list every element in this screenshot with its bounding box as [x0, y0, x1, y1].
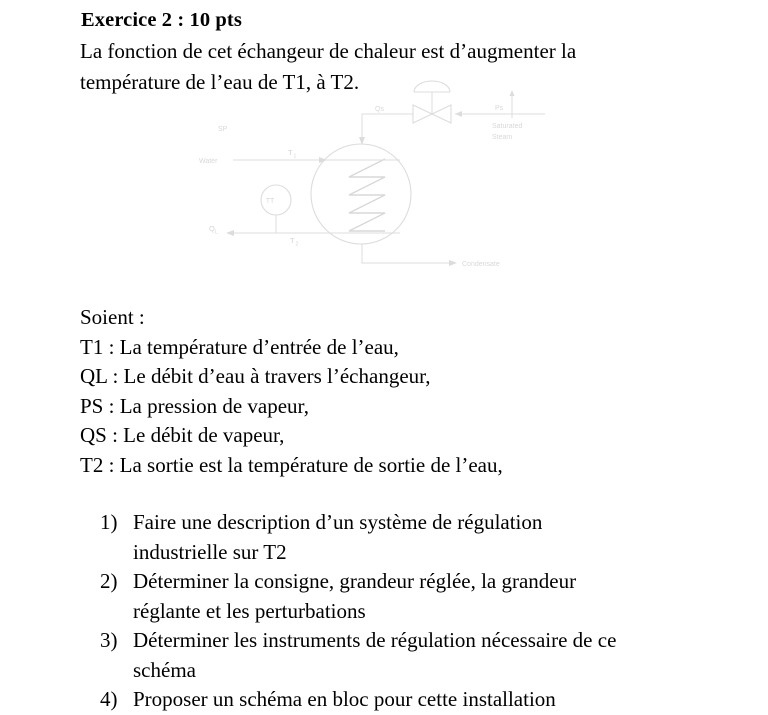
question-text-3-line1: Déterminer les instruments de régulation nécessaire de ce: [133, 628, 617, 652]
label-transmitter: TT: [265, 198, 275, 205]
definitions-heading: Soient :: [80, 305, 145, 329]
svg-text:T: T: [290, 236, 295, 245]
intro-paragraph: [80, 36, 700, 98]
question-item-2: [100, 567, 720, 626]
exchanger-vessel: [311, 144, 411, 244]
water-outlet-line: [226, 230, 400, 236]
question-number-1: 1): [100, 510, 118, 534]
temperature-transmitter: [261, 185, 291, 233]
question-number-3: 3): [100, 628, 118, 652]
definition-item-ql: QL : Le débit d’eau à travers l’échangeur,: [80, 364, 431, 388]
label-outlet-temperature: [290, 236, 299, 248]
question-number-2: 2): [100, 569, 118, 593]
label-steam-pressure: Ps: [495, 105, 504, 112]
steam-flow-line: [359, 114, 413, 145]
exchanger-coil: [349, 159, 385, 231]
question-item-3: [100, 626, 720, 685]
question-number-4: 4): [100, 687, 118, 711]
question-text-4-line1: Proposer un schéma en bloc pour cette installation: [133, 687, 556, 711]
label-steam-source-line1: Saturated: [492, 123, 523, 130]
question-text-1-line2: industrielle sur T2: [133, 539, 287, 564]
label-inlet-temperature: [288, 148, 297, 160]
svg-text:Q: Q: [209, 224, 215, 233]
definitions-block: [80, 303, 720, 480]
intro-line-2: température de l’eau de T1, à T2.: [80, 70, 360, 94]
question-text-3-line2: schéma: [133, 657, 196, 682]
svg-text:2: 2: [295, 241, 299, 248]
question-item-1: [100, 508, 720, 567]
question-text-1-line1: Faire une description d’un système de régulation: [133, 510, 543, 534]
condensate-line: [362, 244, 457, 266]
svg-text:1: 1: [293, 153, 297, 160]
label-condensate: Condensate: [462, 261, 500, 268]
definition-item-t1: T1 : La température d’entrée de l’eau,: [80, 334, 399, 359]
water-inlet-line: [233, 157, 400, 163]
label-steam-source-line2: Steam: [492, 134, 513, 141]
svg-text:L: L: [215, 229, 218, 236]
page-title: Exercice 2 : 10 pts: [81, 9, 242, 31]
questions-list: [100, 508, 720, 715]
svg-text:T: T: [288, 148, 293, 157]
definition-item-ps: PS : La pression de vapeur,: [80, 393, 309, 418]
question-item-4: [100, 685, 720, 715]
label-liquid-flow: [209, 224, 218, 236]
definition-item-t2: T2 : La sortie est la température de sortie de l’eau,: [80, 452, 503, 477]
label-water-inlet: Water: [199, 158, 218, 165]
question-text-2-line1: Déterminer la consigne, grandeur réglée, la grandeur: [133, 569, 577, 593]
label-steam-flow: Qs: [375, 106, 384, 113]
question-text-2-line2: réglante et les perturbations: [133, 598, 366, 623]
definition-item-qs: QS : Le débit de vapeur,: [80, 423, 285, 447]
label-setpoint: SP: [218, 126, 228, 133]
intro-line-1: La fonction de cet échangeur de chaleur est d’augmenter la: [80, 39, 577, 63]
steam-supply-line: [455, 111, 545, 117]
